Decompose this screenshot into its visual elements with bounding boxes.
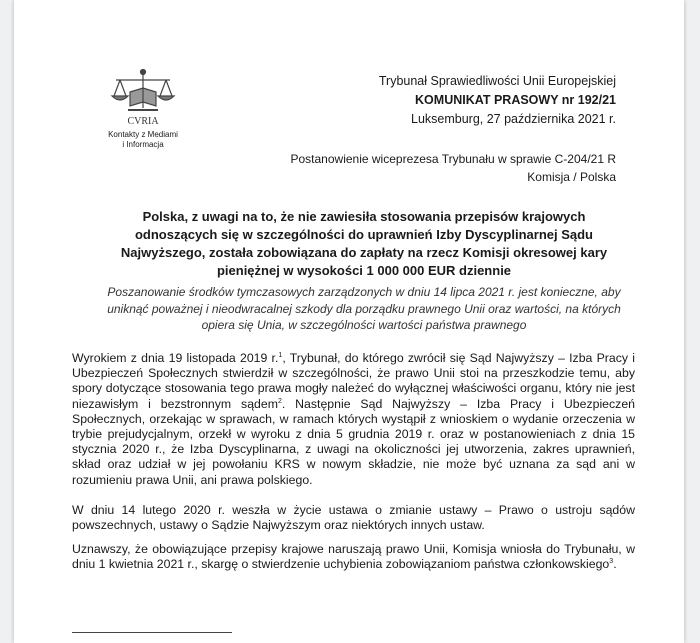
paragraph-3-part-a: Uznawszy, że obowiązujące przepisy krajowe naruszają prawo Unii, Komisja wniosła do Trybunału, w dniu 1 kwietnia 2021 r., skargę o stwierdzenie uchybienia zobowiązaniom państwa członkowskiego: [72, 542, 635, 572]
footnote-ref-3[interactable]: 3: [609, 558, 614, 566]
footnote-ref-2[interactable]: 2: [277, 397, 282, 405]
footnote-ref-1[interactable]: 1: [278, 351, 283, 359]
paragraph-3-part-b: .: [613, 557, 617, 572]
court-name: Trybunał Sprawiedliwości Unii Europejskiej: [378, 74, 616, 88]
logo-subtitle-line2: i Informacja: [122, 140, 164, 149]
case-line-2: Komisja / Polska: [527, 170, 616, 184]
logo-text: CVRIA: [127, 116, 159, 127]
press-release-title: Polska, z uwagi na to, że nie zawiesiła stosowania przepisów krajowych odnoszących się w szczególności do uprawnień Izby Dyscyplinarnej Sądu Najwyższego, została zobowiązana do zapłaty na rzecz Komisji okresowej kary pieniężnej w wysokości 1 000 000 EUR dziennie: [120, 209, 608, 278]
curia-logo: [98, 66, 188, 150]
case-line-1: Postanowienie wiceprezesa Trybunału w sprawie C-204/21 R: [290, 152, 616, 166]
paragraph-1-part-b: , Trybunał, do którego zwrócił się Sąd Najwyższy – Izba Pracy i Ubezpieczeń Społecznych stwierdził w szczególności, że prawo Unii stoi na przeszkodzie temu, aby spory dotyczące stosowania tego prawa mogły należeć do wyłącznej właściwości organu, który nie jest niezawisłym i bezstronnym sądem: [72, 351, 635, 411]
place-date: Luksemburg, 27 października 2021 r.: [411, 112, 616, 126]
press-release-subtitle: Poszanowanie środków tymczasowych zarządzonych w dniu 14 lipca 2021 r. jest konieczne, aby uniknąć poważnej i nieodwracalnej szkody dla porządku prawnego Unii oraz wartości, na których opiera się Unia, w szczególności wartości państwa prawnego: [107, 285, 621, 332]
paragraph-1-part-c: . Następnie Sąd Najwyższy – Izba Pracy i Ubezpieczeń Społecznych, orzekając w sprawach, w ramach których wystąpił z wnioskiem o wydanie orzeczenia w trybie prejudycjalnym, orzekł w wyroku z dnia 5 grudnia 2019 r. oraz w postanowieniach z dnia 15 stycznia 2020 r., że Izba Dyscyplinarna, z uwagi na okoliczności jej utworzenia, zakres uprawnień, skład oraz udział w jej powołaniu KRS w nowym składzie, nie może być uznana za sąd ani w rozumieniu prawa Unii, ani prawa polskiego.: [72, 396, 635, 487]
paragraph-1-part-a: Wyrokiem z dnia 19 listopada 2019 r.: [72, 351, 279, 365]
scales-of-justice-icon: [108, 66, 178, 128]
paragraph-1: [72, 351, 635, 488]
footnote-divider: [72, 632, 232, 633]
header-block: [379, 72, 616, 129]
case-reference: [291, 150, 617, 186]
logo-subtitle: [98, 130, 188, 150]
paragraph-3: [72, 542, 635, 572]
logo-subtitle-line1: Kontakty z Mediami: [108, 130, 178, 139]
press-release-number: KOMUNIKAT PRASOWY nr 192/21: [415, 93, 616, 107]
paragraph-2: W dniu 14 lutego 2020 r. weszła w życie ustawa o zmianie ustawy – Prawo o ustroju sądów powszechnych, ustawy o Sądzie Najwyższym oraz niektórych innych ustaw.: [72, 503, 635, 533]
document-page: [14, 0, 684, 643]
